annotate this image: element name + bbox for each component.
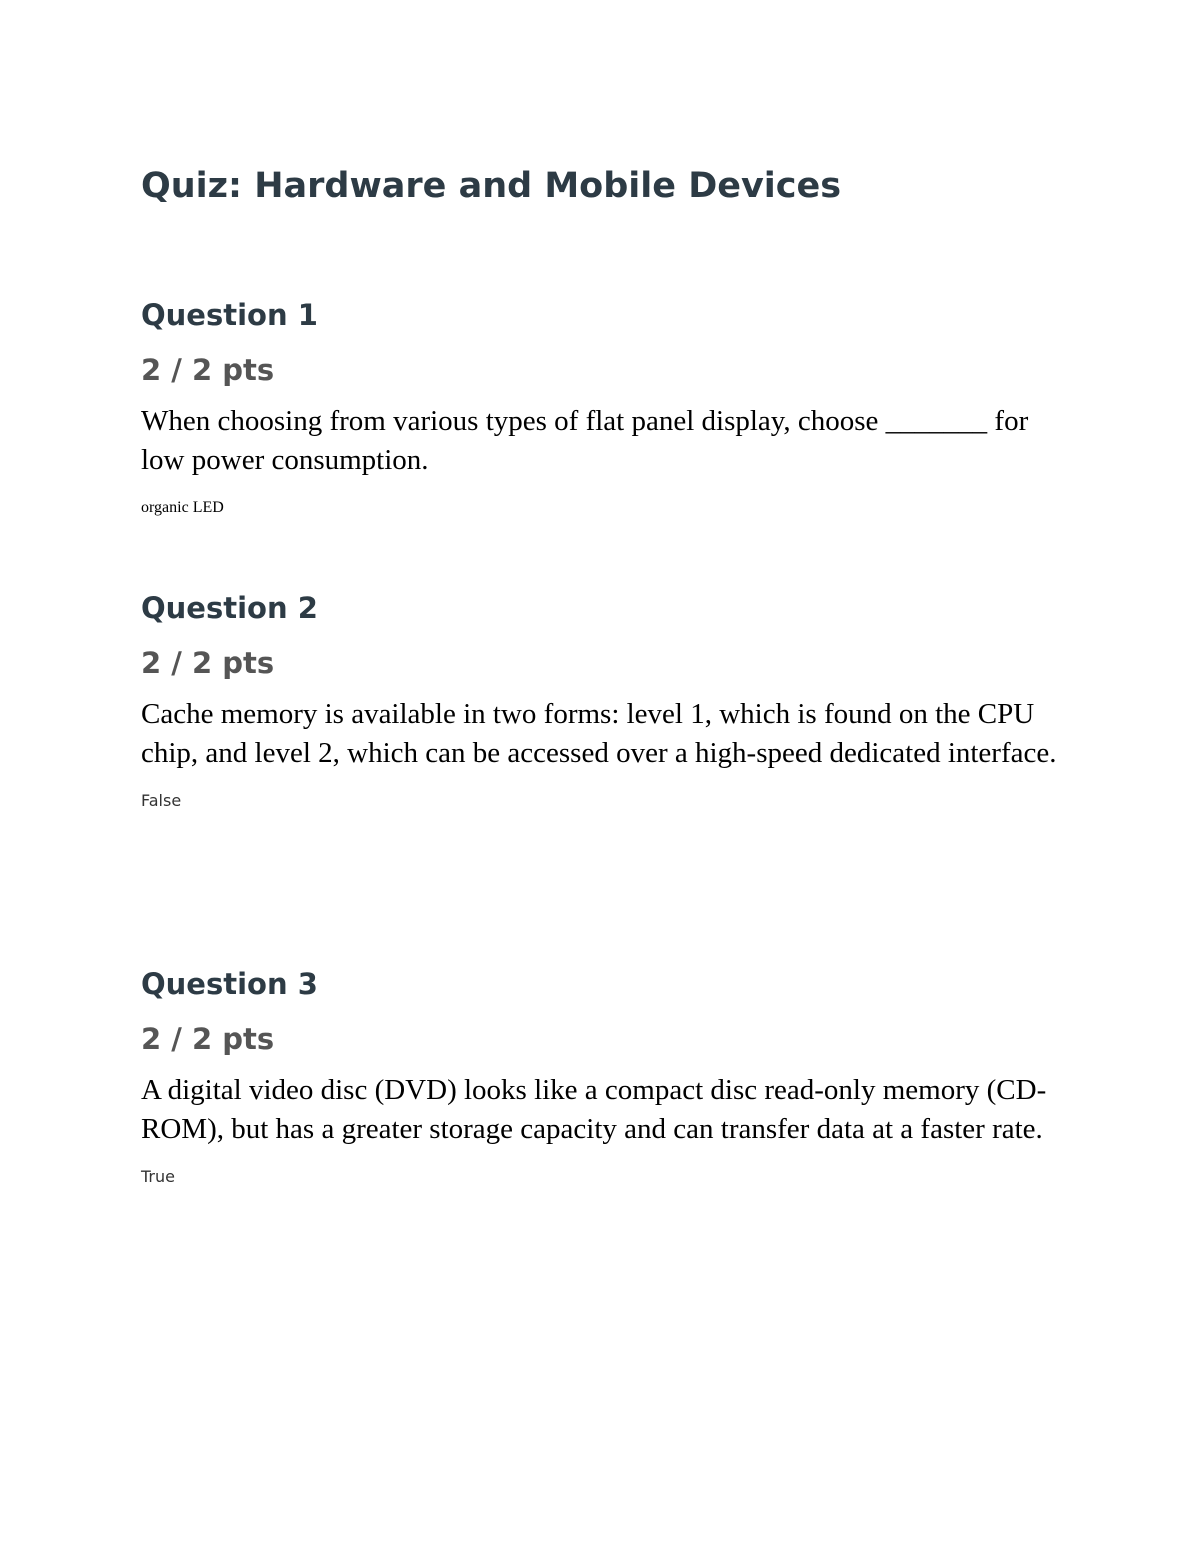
question-answer: organic LED bbox=[141, 499, 224, 516]
question-text: Cache memory is available in two forms: level 1, which is found on the CPU chip, and level 2, which can be accessed over a high-speed dedicated interface. bbox=[141, 698, 1057, 769]
question-answer: True bbox=[141, 1167, 175, 1186]
question-2 bbox=[141, 590, 1071, 811]
question-points: 2 / 2 pts bbox=[141, 1022, 275, 1056]
question-points: 2 / 2 pts bbox=[141, 646, 275, 680]
question-text: A digital video disc (DVD) looks like a compact disc read-only memory (CD-ROM), but has a greater storage capacity and can transfer data at a faster rate. bbox=[141, 1074, 1047, 1145]
question-text: When choosing from various types of flat panel display, choose _______ for low power consumption. bbox=[141, 405, 1029, 476]
question-answer: False bbox=[141, 791, 182, 810]
question-3 bbox=[141, 966, 1071, 1187]
question-1 bbox=[141, 297, 1071, 518]
quiz-title: Quiz: Hardware and Mobile Devices bbox=[141, 166, 842, 206]
question-heading: Question 3 bbox=[141, 967, 318, 1001]
question-heading: Question 1 bbox=[141, 298, 318, 332]
question-heading: Question 2 bbox=[141, 591, 318, 625]
question-points: 2 / 2 pts bbox=[141, 353, 275, 387]
